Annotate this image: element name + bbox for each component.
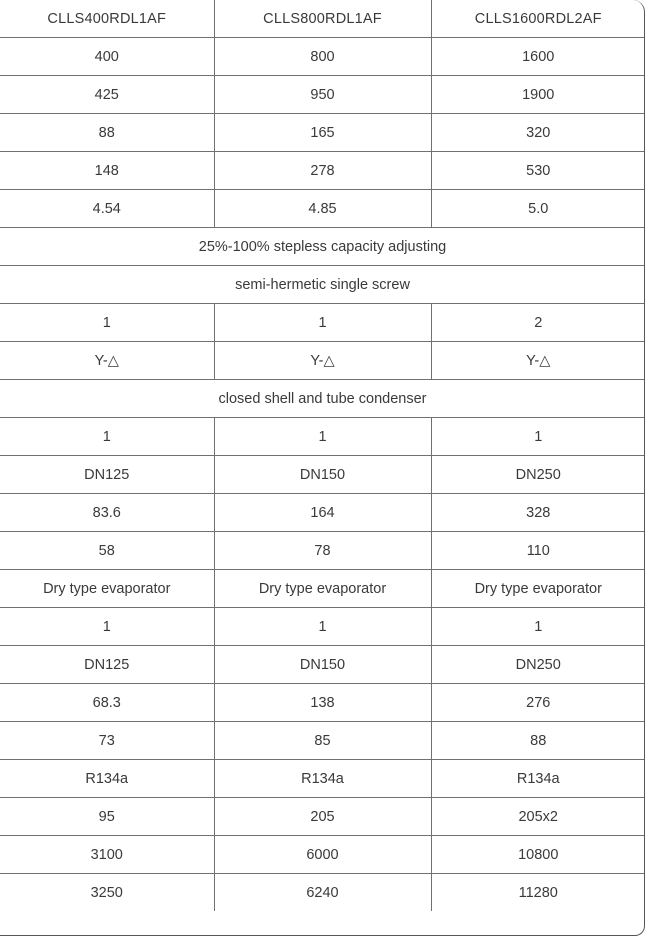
table-row bbox=[0, 532, 645, 570]
table-cell: 205x2 bbox=[431, 798, 645, 836]
table-row bbox=[0, 722, 645, 760]
table-cell: 6000 bbox=[214, 836, 431, 874]
table-row bbox=[0, 304, 645, 342]
table-cell: R134a bbox=[214, 760, 431, 798]
table-row bbox=[0, 798, 645, 836]
table-cell: Dry type evaporator bbox=[0, 570, 214, 608]
table-cell: Y-△ bbox=[0, 342, 214, 380]
table-row bbox=[0, 152, 645, 190]
table-cell: 4.85 bbox=[214, 190, 431, 228]
merged-cell: 25%-100% stepless capacity adjusting bbox=[0, 228, 645, 266]
table-row bbox=[0, 76, 645, 114]
table-row bbox=[0, 266, 645, 304]
table-cell: 83.6 bbox=[0, 494, 214, 532]
table-cell: 1 bbox=[0, 418, 214, 456]
table-cell: 3250 bbox=[0, 874, 214, 912]
table-cell: 1 bbox=[431, 418, 645, 456]
table-row bbox=[0, 646, 645, 684]
table-cell: 5.0 bbox=[431, 190, 645, 228]
table-cell: 58 bbox=[0, 532, 214, 570]
header-model-3: CLLS1600RDL2AF bbox=[431, 0, 645, 38]
table-row bbox=[0, 456, 645, 494]
table-cell: 6240 bbox=[214, 874, 431, 912]
table-cell: 78 bbox=[214, 532, 431, 570]
table-row bbox=[0, 836, 645, 874]
table-cell: 1 bbox=[0, 608, 214, 646]
table-cell: Y-△ bbox=[431, 342, 645, 380]
table-cell: Dry type evaporator bbox=[431, 570, 645, 608]
table-cell: 148 bbox=[0, 152, 214, 190]
table-cell: 1 bbox=[214, 418, 431, 456]
table-cell: 800 bbox=[214, 38, 431, 76]
table-cell: 95 bbox=[0, 798, 214, 836]
table-cell: DN250 bbox=[431, 456, 645, 494]
table-row bbox=[0, 684, 645, 722]
table-cell: 278 bbox=[214, 152, 431, 190]
table-cell: 138 bbox=[214, 684, 431, 722]
table-row bbox=[0, 380, 645, 418]
table-cell: R134a bbox=[0, 760, 214, 798]
table-cell: 328 bbox=[431, 494, 645, 532]
table-cell: 530 bbox=[431, 152, 645, 190]
table-row bbox=[0, 760, 645, 798]
table-cell: DN150 bbox=[214, 456, 431, 494]
table-cell: 425 bbox=[0, 76, 214, 114]
table-cell: DN125 bbox=[0, 646, 214, 684]
merged-cell: semi-hermetic single screw bbox=[0, 266, 645, 304]
table-cell: Dry type evaporator bbox=[214, 570, 431, 608]
table-row bbox=[0, 228, 645, 266]
table-cell: 4.54 bbox=[0, 190, 214, 228]
table-row bbox=[0, 342, 645, 380]
table-cell: 68.3 bbox=[0, 684, 214, 722]
table-row bbox=[0, 494, 645, 532]
table-cell: 88 bbox=[0, 114, 214, 152]
table-row bbox=[0, 114, 645, 152]
table-row bbox=[0, 418, 645, 456]
table-cell: 3100 bbox=[0, 836, 214, 874]
table-row bbox=[0, 608, 645, 646]
table-cell: 85 bbox=[214, 722, 431, 760]
table-row bbox=[0, 38, 645, 76]
merged-cell: closed shell and tube condenser bbox=[0, 380, 645, 418]
table-cell: R134a bbox=[431, 760, 645, 798]
table-row bbox=[0, 874, 645, 912]
table-cell: 11280 bbox=[431, 874, 645, 912]
table-cell: DN125 bbox=[0, 456, 214, 494]
table-cell: 1900 bbox=[431, 76, 645, 114]
table-cell: 276 bbox=[431, 684, 645, 722]
table-cell: Y-△ bbox=[214, 342, 431, 380]
table-cell: 950 bbox=[214, 76, 431, 114]
table-cell: 320 bbox=[431, 114, 645, 152]
table-cell: 10800 bbox=[431, 836, 645, 874]
table-cell: 1 bbox=[0, 304, 214, 342]
table-cell: DN250 bbox=[431, 646, 645, 684]
table-cell: 88 bbox=[431, 722, 645, 760]
table-cell: 205 bbox=[214, 798, 431, 836]
table-cell: 1 bbox=[431, 608, 645, 646]
header-model-2: CLLS800RDL1AF bbox=[214, 0, 431, 38]
table-cell: 165 bbox=[214, 114, 431, 152]
table-cell: DN150 bbox=[214, 646, 431, 684]
table-cell: 400 bbox=[0, 38, 214, 76]
table-row bbox=[0, 190, 645, 228]
table-cell: 1 bbox=[214, 608, 431, 646]
table-cell: 73 bbox=[0, 722, 214, 760]
table-cell: 164 bbox=[214, 494, 431, 532]
table-cell: 1 bbox=[214, 304, 431, 342]
header-model-1: CLLS400RDL1AF bbox=[0, 0, 214, 38]
header-row bbox=[0, 0, 645, 38]
table-cell: 1600 bbox=[431, 38, 645, 76]
table-cell: 110 bbox=[431, 532, 645, 570]
table-cell: 2 bbox=[431, 304, 645, 342]
table-row bbox=[0, 570, 645, 608]
